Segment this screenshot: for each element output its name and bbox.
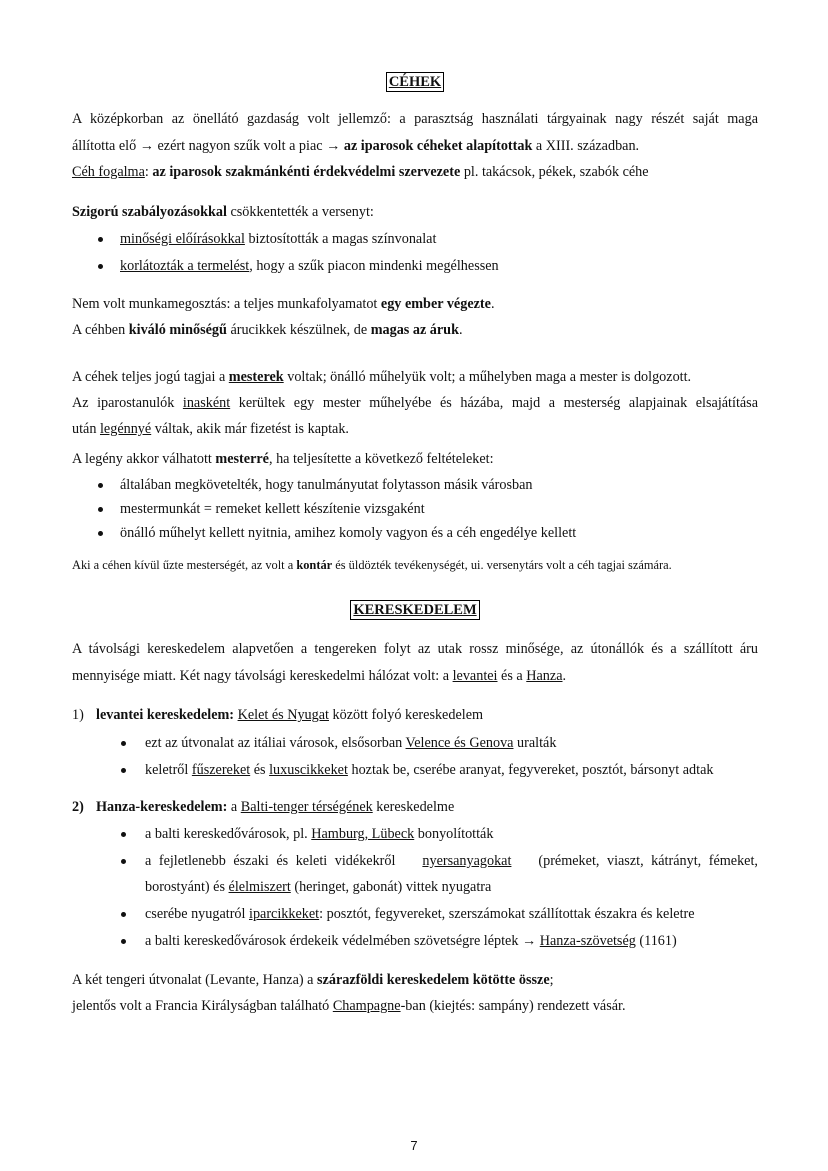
text: ezt az útvonalat az itáliai városok, elsősorban <box>145 735 403 751</box>
text: A távolsági kereskedelem alapvetően a tengereken folyt az utak rossz minősége, az útonállók és a szállított áru <box>72 641 758 657</box>
text: ; <box>549 972 554 988</box>
text: : <box>144 164 149 180</box>
text: váltak, akik már fizetést is kaptak. <box>154 421 349 437</box>
text: keletről <box>145 762 189 778</box>
text: fűszereket <box>191 762 251 778</box>
arrow-right-icon: → <box>326 138 341 154</box>
text: , hogy a szűk piacon mindenki megélhessen <box>249 258 499 274</box>
text: : posztót, fegyvereket, szerszámokat szállítottak északra és keletre <box>319 906 695 922</box>
text: mesterek <box>228 369 284 385</box>
text: pl. takácsok, pékek, szabók céhe <box>463 164 649 180</box>
bullet-icon <box>121 939 126 944</box>
text: mesterré <box>215 451 269 467</box>
text: csökkentették a versenyt: <box>230 204 374 220</box>
masters-line <box>72 368 691 386</box>
item-number: 2) <box>72 799 84 815</box>
text: . <box>490 296 495 312</box>
text: A középkorban az önellátó gazdaság volt jellemző: a parasztság használati tárgyainak nagy részét saját maga <box>72 111 758 127</box>
text: a balti kereskedővárosok, pl. <box>145 826 308 842</box>
text: ezért nagyon szűk volt a piac <box>157 138 323 154</box>
kereskedelem-title: KERESKEDELEM <box>350 600 479 620</box>
champagne-line <box>72 997 626 1015</box>
text: a <box>230 799 238 815</box>
text: és a <box>501 668 523 684</box>
page-number: 7 <box>410 1138 418 1153</box>
bullet-icon <box>98 507 103 512</box>
text: mennyisége miatt. Két nagy távolsági kereskedelmi hálózat volt: a <box>72 668 450 684</box>
arrow-right-icon: → <box>522 933 537 949</box>
text: A két tengeri útvonalat (Levante, Hanza) a <box>72 972 314 988</box>
trade-paragraph-line <box>72 667 566 685</box>
text: Hanza-szövetség <box>539 933 636 949</box>
bullet-icon <box>121 859 126 864</box>
text: legénnyé <box>99 421 152 437</box>
text: cserébe nyugatról <box>145 906 246 922</box>
section-heading-kereskedelem <box>72 600 758 620</box>
text: és <box>253 762 266 778</box>
text: Velence és Genova <box>405 735 514 751</box>
text: önálló műhelyt kellett nyitnia, amihez komoly vagyon és a céh engedélye kellett <box>120 525 577 541</box>
bullet-icon <box>121 741 126 746</box>
text: árucikkek készülnek, de <box>230 322 368 338</box>
trade-paragraph-line <box>72 640 758 658</box>
bullet-icon <box>98 264 103 269</box>
text: bonyolították <box>417 826 494 842</box>
text: levantei kereskedelem: <box>96 707 235 723</box>
text: jelentős volt a Francia Királyságban található <box>72 998 330 1014</box>
text: borostyánt) és <box>145 879 225 895</box>
text: A céhek teljes jogú tagjai a <box>72 369 226 385</box>
strict-rules-line <box>72 203 374 221</box>
text: Az iparostanulók <box>72 395 175 411</box>
text: A legény akkor válhatott <box>72 451 212 467</box>
text: Champagne <box>332 998 401 1014</box>
text: uralták <box>517 735 557 751</box>
definition-label: Céh fogalma <box>72 164 145 180</box>
text: Kelet és Nyugat <box>237 707 329 723</box>
text: Balti-tenger térségének <box>240 799 373 815</box>
text: (heringet, gabonát) vittek nyugatra <box>294 879 492 895</box>
land-trade-line <box>72 971 554 989</box>
text: után <box>72 421 97 437</box>
text: általában megkövetelték, hogy tanulmányutat folytasson másik városban <box>120 477 533 493</box>
text: mestermunkát = remeket kellett készítenie vizsgaként <box>120 501 425 517</box>
text: levantei <box>452 668 498 684</box>
text: kerültek egy mester műhelyébe és házába, majd a mesterség alapjainak elsajátítása <box>238 395 758 411</box>
text: magas az áruk <box>370 322 459 338</box>
text: szárazföldi kereskedelem kötötte össze <box>317 972 550 988</box>
text: voltak; önálló műhelyük volt; a műhelyben maga a mester is dolgozott. <box>287 369 692 385</box>
text: a fejletlenebb északi és keleti vidékekről <box>145 853 396 869</box>
text: hoztak be, cserébe aranyat, fegyvereket, posztót, bársonyt adtak <box>351 762 714 778</box>
kontar-line <box>72 556 672 574</box>
text: luxuscikkeket <box>269 762 348 778</box>
text: -ban (kiejtés: sampány) rendezett vásár. <box>400 998 626 1014</box>
text: kereskedelme <box>376 799 455 815</box>
no-division-line <box>72 295 494 313</box>
text: kiváló minőségű <box>128 322 227 338</box>
text: Hamburg, Lübeck <box>311 826 415 842</box>
list-item-continuation <box>145 878 491 896</box>
text: a balti kereskedővárosok érdekeik védelmében szövetségre léptek <box>145 933 519 949</box>
apprentice-line <box>72 394 758 412</box>
ceh-definition <box>72 163 649 181</box>
text: A céhben <box>72 322 126 338</box>
bullet-icon <box>121 768 126 773</box>
text: nyersanyagokat <box>422 853 512 869</box>
bullet-icon <box>98 531 103 536</box>
text: Szigorú szabályozásokkal <box>72 204 227 220</box>
cehek-title: CÉHEK <box>386 72 444 92</box>
cehek-paragraph-line <box>72 137 639 155</box>
text: (prémeket, viaszt, kátrányt, fémeket, <box>538 853 758 869</box>
bullet-icon <box>121 832 126 837</box>
text: minőségi előírásokkal <box>120 231 245 247</box>
journeyman-line <box>72 420 349 438</box>
text: kontár <box>296 558 333 572</box>
text: Hanza <box>526 668 563 684</box>
text: . <box>562 668 567 684</box>
text: állította elő <box>72 138 137 154</box>
bullet-icon <box>98 483 103 488</box>
text: Nem volt munkamegosztás: a teljes munkafolyamatot <box>72 296 378 312</box>
text: . <box>458 322 463 338</box>
text: Aki a céhen kívül űzte mesterségét, az volt a <box>72 558 294 572</box>
text: inasként <box>182 395 231 411</box>
text: korlátozták a termelést <box>120 258 250 274</box>
cehek-paragraph-line <box>72 110 758 128</box>
text: biztosították a magas színvonalat <box>248 231 437 247</box>
section-heading-cehek <box>72 72 758 92</box>
text: az iparosok céheket alapítottak <box>343 138 533 154</box>
text: Hanza-kereskedelem: <box>96 799 228 815</box>
item-number: 1) <box>72 707 84 723</box>
text: élelmiszert <box>228 879 291 895</box>
conditions-intro <box>72 450 494 468</box>
text: , ha teljesítette a következő feltételeket: <box>268 451 494 467</box>
text: iparcikkeket <box>249 906 320 922</box>
text: (1161) <box>639 933 677 949</box>
text: egy ember végezte <box>380 296 491 312</box>
bullet-icon <box>98 237 103 242</box>
text: és üldözték tevékenységét, ui. versenytárs volt a céh tagjai számára. <box>335 558 672 572</box>
arrow-right-icon: → <box>139 138 154 154</box>
bullet-icon <box>121 912 126 917</box>
quality-line <box>72 321 463 339</box>
text: a XIII. században. <box>535 138 640 154</box>
text: között folyó kereskedelem <box>332 707 484 723</box>
text: az iparosok szakmánkénti érdekvédelmi szervezete <box>152 164 461 180</box>
